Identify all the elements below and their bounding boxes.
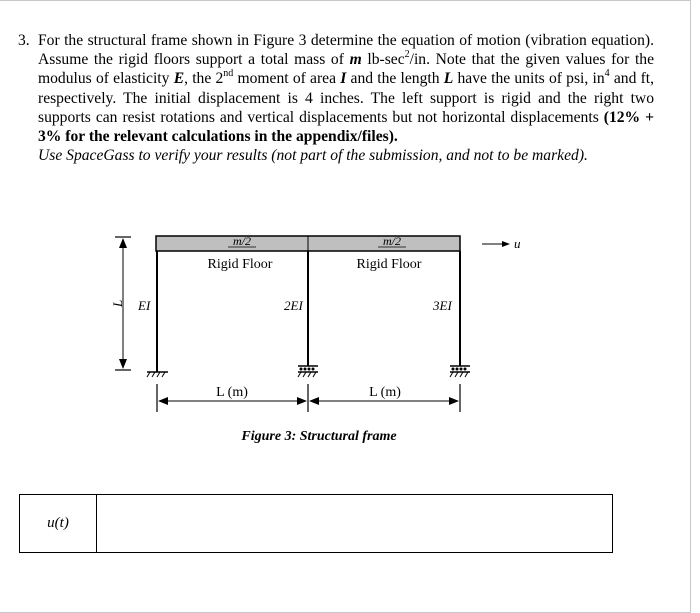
- displacement-label: u: [514, 236, 521, 251]
- question-number: 3.: [18, 32, 30, 49]
- column-label-ei: EI: [138, 298, 151, 313]
- mass-label-right: m/2: [383, 234, 401, 248]
- guided-support-middle: [298, 366, 318, 377]
- column-label-3ei: 3EI: [433, 298, 452, 313]
- floor-label-right: Rigid Floor: [356, 257, 422, 272]
- figure-caption: Figure 3: Structural frame: [241, 429, 397, 444]
- fixed-support-left: [147, 372, 168, 377]
- height-label: L: [110, 299, 125, 307]
- answer-label: u(t): [20, 495, 97, 552]
- question-body: For the structural frame shown in Figure 3 determine the equation of motion (vibration equation). Assume the rigid floors support a total mass of m $lb-\sec^2/in$. Note that the given values for the modulus of elasticity E, the 2nd moment of area I and the length L have the units of psi, $in^4$ and ft, respectively. The initial displacement is 4 inches. The left support is rigid and the right two supports can resist rotations and vertical displacements but not horizontal displacements (12% + 3% for the relevant calculations in the appendix/files).: [38, 32, 655, 146]
- guided-support-right: [450, 366, 470, 377]
- mass-label-left: m/2: [233, 234, 251, 248]
- answer-box: [19, 494, 613, 553]
- spacegass-note: Use SpaceGass to verify your results (not part of the submission, and not to be marked).: [38, 147, 588, 165]
- span-dimension: [157, 384, 460, 412]
- column-label-2ei: 2EI: [284, 298, 303, 313]
- span-label-left: L (m): [216, 385, 248, 400]
- floor-label-left: Rigid Floor: [207, 257, 273, 272]
- span-label-right: L (m): [369, 385, 401, 400]
- marks-text: (12% + 3% for the relevant calculations in the appendix/files).: [38, 108, 654, 146]
- answer-field[interactable]: [97, 495, 612, 552]
- displacement-arrow: [482, 241, 510, 247]
